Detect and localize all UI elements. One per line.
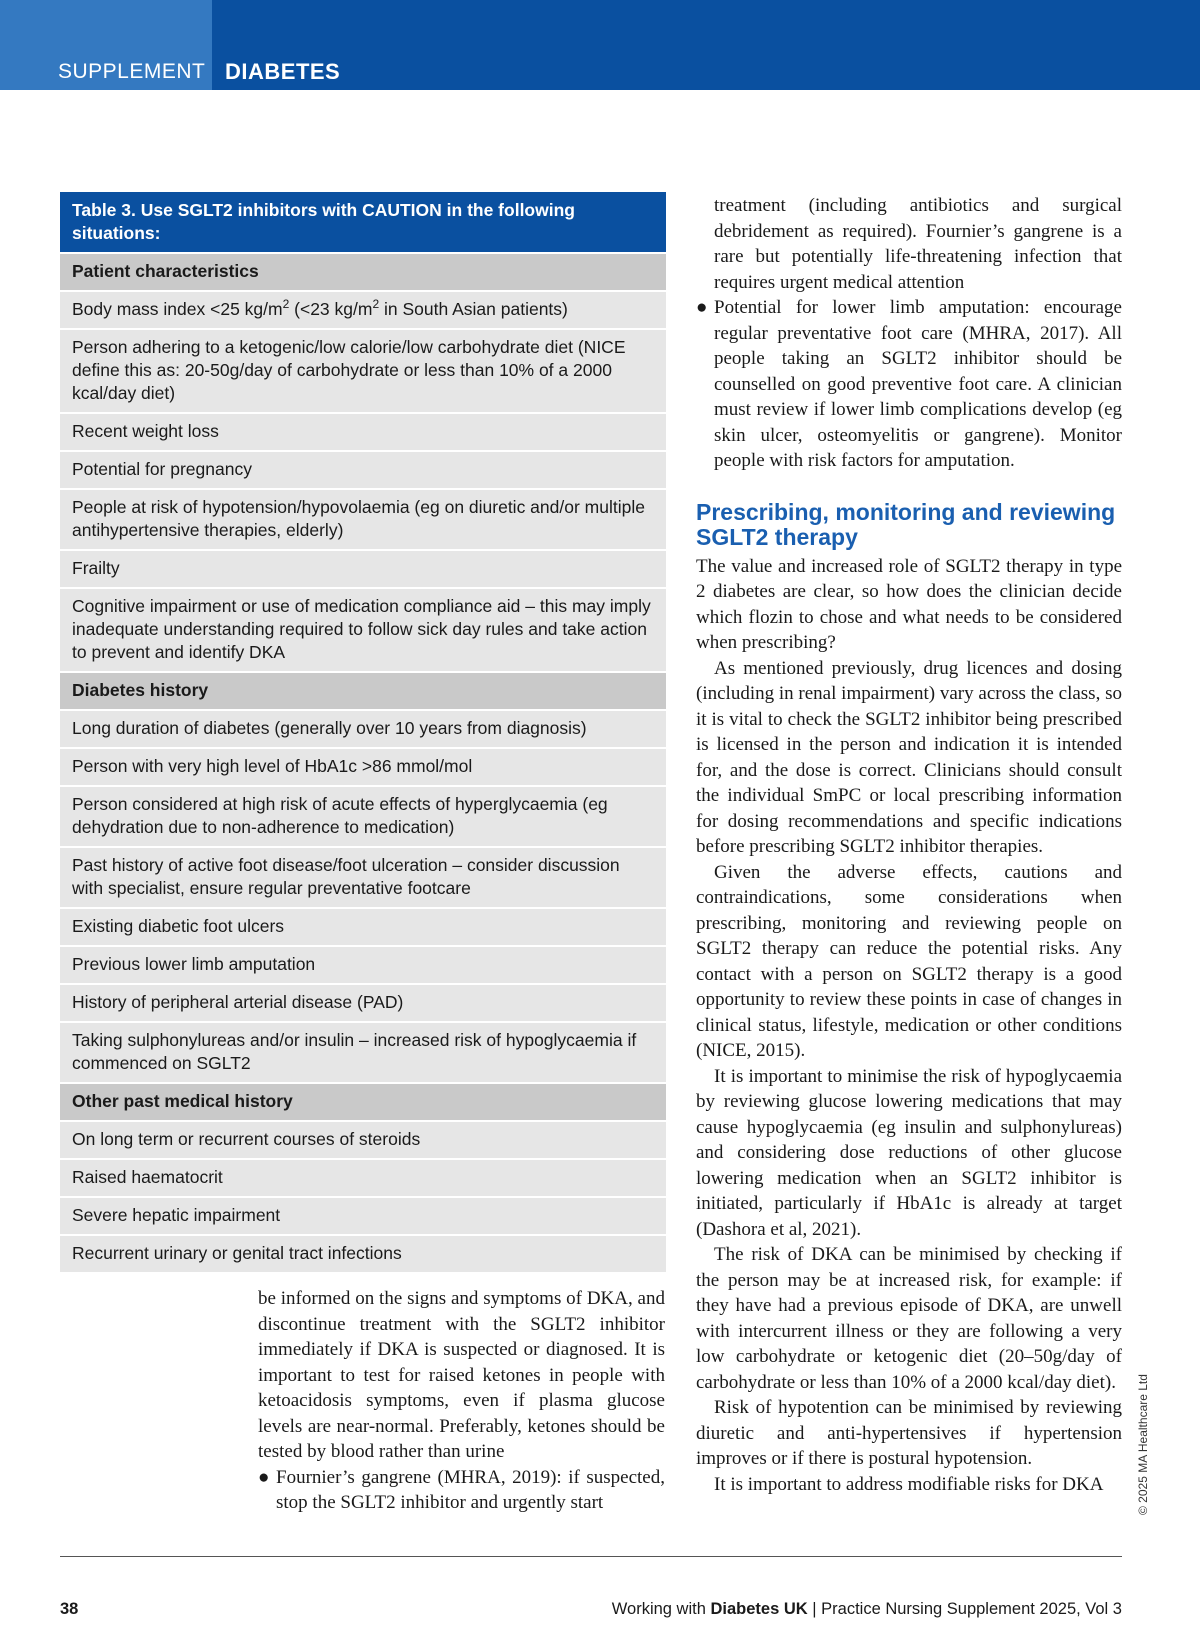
bullet-item bbox=[696, 295, 1122, 474]
table-row: Long duration of diabetes (generally over 10 years from diagnosis) bbox=[60, 711, 666, 747]
body-paragraph: The risk of DKA can be minimised by checking if the person may be at increased risk, for example: if they have had a previous episode of DKA, are unwell with intercurrent illness or they are following a very low carbohydrate or ketogenic diet (20–50g/day of carbohydrate or less than 10% of a 2000 kcal/day diet). bbox=[696, 1244, 1122, 1393]
table-row: History of peripheral arterial disease (PAD) bbox=[60, 985, 666, 1021]
bmi-sup-2: 2 bbox=[372, 297, 380, 312]
table-row: Existing diabetic foot ulcers bbox=[60, 909, 666, 945]
body-paragraph: The value and increased role of SGLT2 therapy in type 2 diabetes are clear, so how does the clinician decide which flozin to chose and what needs to be considered when prescribing? bbox=[696, 555, 1122, 653]
table-section-heading: Patient characteristics bbox=[60, 254, 666, 290]
right-column-text bbox=[696, 193, 1122, 1497]
supplement-label: SUPPLEMENT bbox=[58, 60, 206, 83]
bullet-dot: ● bbox=[258, 1466, 270, 1488]
footer-prefix: Working with bbox=[611, 1600, 711, 1618]
table-row: Raised haematocrit bbox=[60, 1160, 666, 1196]
table-row: On long term or recurrent courses of steroids bbox=[60, 1122, 666, 1158]
left-paragraph: be informed on the signs and symptoms of DKA, and discontinue treatment with the SGLT2 inhibitor immediately if DKA is suspected or diagnosed. It is important to test for raised ketones in people with ketoacidosis symptoms, even if plasma glucose levels are near-normal. Preferably, ketones should be tested by blood rather than urine bbox=[258, 1288, 665, 1462]
page-number: 38 bbox=[60, 1600, 79, 1618]
table-row: Potential for pregnancy bbox=[60, 452, 666, 488]
table-row: Person with very high level of HbA1c >86 mmol/mol bbox=[60, 749, 666, 785]
header-band bbox=[0, 0, 1200, 90]
left-column-text bbox=[258, 1286, 665, 1516]
table-row: Recurrent urinary or genital tract infections bbox=[60, 1236, 666, 1272]
section-title: DIABETES bbox=[225, 59, 341, 84]
table-row: People at risk of hypotension/hypovolaemia (eg on diuretic and/or multiple antihypertensive therapies, elderly) bbox=[60, 490, 666, 549]
copyright-notice: © 2025 MA Healthcare Ltd bbox=[1136, 1374, 1150, 1515]
table-row: Past history of active foot disease/foot ulceration – consider discussion with specialist, ensure regular preventative footcare bbox=[60, 848, 666, 907]
bmi-text-a: Body mass index <25 kg/m bbox=[72, 299, 283, 319]
table-section-heading: Diabetes history bbox=[60, 673, 666, 709]
footer-credit bbox=[612, 1600, 1122, 1619]
table-row bbox=[60, 292, 666, 328]
table-row: Recent weight loss bbox=[60, 414, 666, 450]
table-title: Table 3. Use SGLT2 inhibitors with CAUTION in the following situations: bbox=[60, 192, 666, 252]
body-paragraph: It is important to address modifiable risks for DKA bbox=[714, 1473, 1104, 1495]
bmi-text-b: (<23 kg/m bbox=[289, 299, 373, 319]
table-row: Previous lower limb amputation bbox=[60, 947, 666, 983]
table-row: Person adhering to a ketogenic/low calorie/low carbohydrate diet (NICE define this as: 20-50g/day of carbohydrate or less than 10% of a 2000 kcal/day diet) bbox=[60, 330, 666, 412]
table-3 bbox=[60, 192, 666, 1274]
table-row: Taking sulphonylureas and/or insulin – increased risk of hypoglycaemia if commenced on SGLT2 bbox=[60, 1023, 666, 1082]
bullet-dot: ● bbox=[696, 297, 708, 318]
section-heading: Prescribing, monitoring and reviewing SGLT2 therapy bbox=[696, 498, 1116, 550]
body-paragraph: Given the adverse effects, cautions and contraindications, some considerations when prescribing, monitoring and reviewing people on SGLT2 therapy can reduce the potential risks. Any contact with a person on SGLT2 therapy is a good opportunity to review these points in case of changes in clinical status, lifestyle, medication or other conditions (NICE, 2015). bbox=[696, 861, 1122, 1061]
footer-divider bbox=[60, 1556, 1122, 1557]
body-paragraph: It is important to minimise the risk of hypoglycaemia by reviewing glucose lowering medications that may cause hypoglycaemia (eg insulin and sulphonylureas) and considering dose reductions of other glucose lowering medication when an SGLT2 inhibitor is initiated, particularly if HbA1c is already at target (Dashora et al, 2021). bbox=[696, 1065, 1122, 1240]
table-section-heading: Other past medical history bbox=[60, 1084, 666, 1120]
footer-brand: Diabetes UK bbox=[710, 1600, 808, 1618]
table-row: Severe hepatic impairment bbox=[60, 1198, 666, 1234]
table-row: Cognitive impairment or use of medication compliance aid – this may imply inadequate understanding required to follow sick day rules and take action to prevent and identify DKA bbox=[60, 589, 666, 671]
body-paragraph: Risk of hypotention can be minimised by reviewing diuretic and anti-hypertensives if hypertension improves or if there is postural hypotension. bbox=[696, 1397, 1122, 1469]
bullet-item bbox=[258, 1465, 665, 1516]
continued-paragraph: treatment (including antibiotics and surgical debridement as required). Fournier’s gangrene is a rare but potentially life-threatening infection that requires urgent medical attention bbox=[714, 195, 1122, 293]
bullet-text: Fournier’s gangrene (MHRA, 2019): if suspected, stop the SGLT2 inhibitor and urgently start bbox=[276, 1466, 665, 1513]
table-row: Person considered at high risk of acute effects of hyperglycaemia (eg dehydration due to non-adherence to medication) bbox=[60, 787, 666, 846]
bmi-text-c: in South Asian patients) bbox=[379, 299, 568, 319]
bmi-sup-1: 2 bbox=[282, 297, 290, 312]
body-paragraph: As mentioned previously, drug licences and dosing (including in renal impairment) vary across the class, so it is vital to check the SGLT2 inhibitor being prescribed is licensed in the person and indication it is intended for, and the dose is correct. Clinicians should consult the individual SmPC or local prescribing information for dosing recommendations and specific indications before prescribing SGLT2 inhibitor therapies. bbox=[696, 657, 1122, 857]
table-row: Frailty bbox=[60, 551, 666, 587]
bullet-text: Potential for lower limb amputation: encourage regular preventative foot care (MHRA, 2017). All people taking an SGLT2 inhibitor should be counselled on good preventive foot care. A clinician must review if lower limb complications develop (eg skin ulcer, osteomyelitis or gangrene). Monitor people with risk factors for amputation. bbox=[714, 297, 1122, 471]
footer-suffix: | Practice Nursing Supplement 2025, Vol 3 bbox=[807, 1600, 1122, 1618]
